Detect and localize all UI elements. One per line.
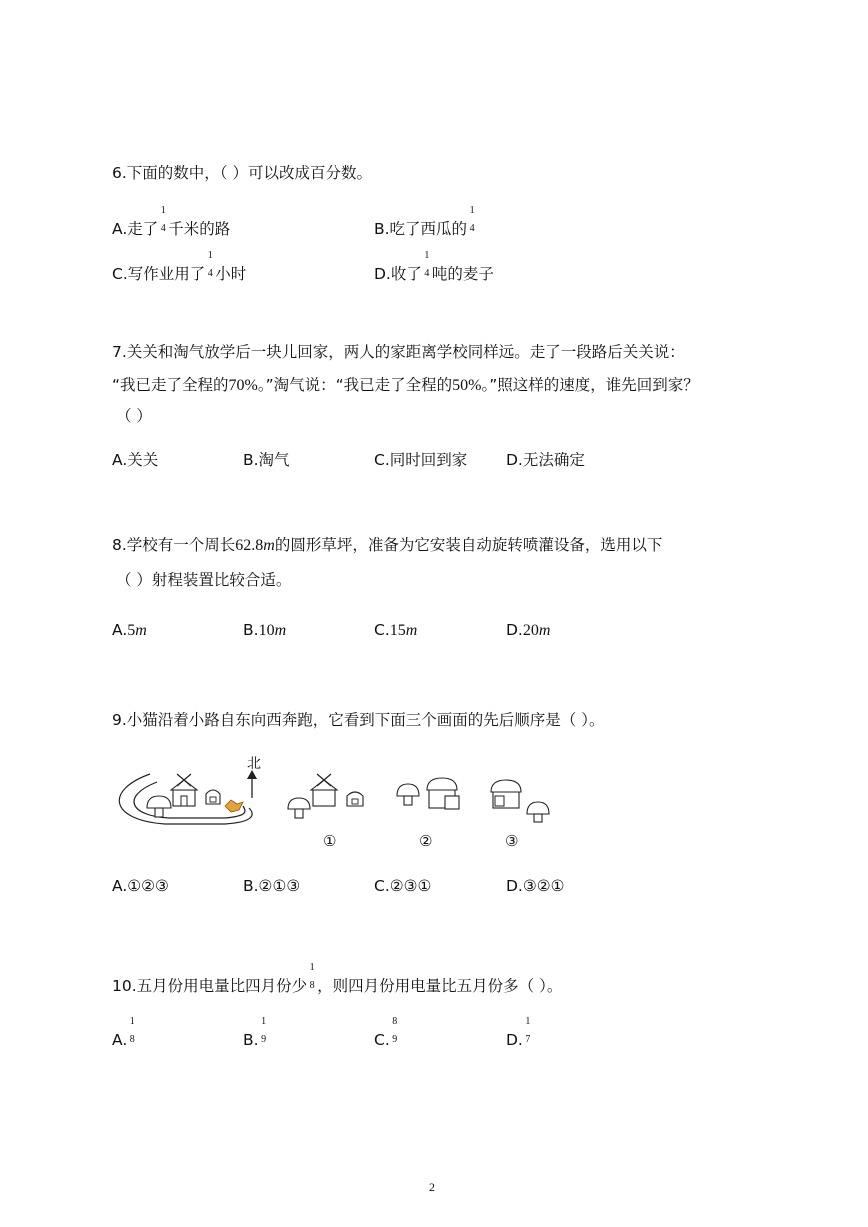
q7-text-a: “我已走了全程的 xyxy=(112,376,229,394)
question-9-stem: 9.小猫沿着小路自东向西奔跑，它看到下面三个画面的先后顺序是（ ）。 xyxy=(112,711,605,729)
q10-fraction xyxy=(308,962,316,996)
q6-d-suffix: 吨的麦子 xyxy=(431,265,494,283)
q10-c-den: 9 xyxy=(392,1034,398,1045)
q8-option-b xyxy=(243,620,286,641)
q10-b-den: 9 xyxy=(261,1034,267,1045)
map-mushroom-icon xyxy=(147,796,171,817)
q8-c-value: 15 xyxy=(389,622,406,639)
q6-a-fraction xyxy=(159,205,167,239)
question-10-stem xyxy=(112,962,563,996)
q8-a-label: A. xyxy=(112,621,128,639)
question-8-line-2: （ ）射程装置比较合适。 xyxy=(116,571,292,589)
q6-c-prefix: C.写作业用了 xyxy=(112,265,206,283)
q7-option-c: C.同时回到家 xyxy=(374,451,468,469)
scene-1-label: ① xyxy=(323,832,337,850)
question-7-line-1: 7.关关和淘气放学后一块儿回家，两人的家距离学校同样远。走了一段路后关关说： xyxy=(112,343,685,361)
q6-b-num: 1 xyxy=(469,205,475,216)
scene-3-label: ③ xyxy=(505,832,519,850)
q7-option-d: D.无法确定 xyxy=(506,451,585,469)
q6-a-num: 1 xyxy=(160,205,166,216)
q8-d-unit: m xyxy=(538,622,551,639)
q10-d-den: 7 xyxy=(525,1034,531,1045)
q6-b-den: 4 xyxy=(469,223,475,234)
q6-d-fraction xyxy=(423,250,431,284)
q7-text-b: 。”淘气说：“我已走了全程的 xyxy=(257,376,453,394)
q9-option-b: B.②①③ xyxy=(243,877,301,895)
q10-option-d xyxy=(506,1016,533,1050)
q6-b-fraction xyxy=(468,205,476,239)
q9-option-d: D.③②① xyxy=(506,877,565,895)
q8-text-a: 8.学校有一个周长 xyxy=(112,536,236,554)
q8-option-c xyxy=(374,620,417,641)
q6-option-b xyxy=(374,205,477,239)
map-small-hut-icon xyxy=(206,790,220,804)
q10-d-num: 1 xyxy=(525,1016,531,1027)
q10-a-num: 1 xyxy=(129,1016,135,1027)
q8-option-d xyxy=(506,620,550,641)
q6-c-num: 1 xyxy=(207,250,213,261)
q10-d-fraction xyxy=(524,1016,532,1050)
q8-a-unit: m xyxy=(135,622,147,639)
q10-a-den: 8 xyxy=(129,1034,135,1045)
q7-percent-2: 50% xyxy=(452,377,482,394)
q6-a-suffix: 千米的路 xyxy=(168,220,231,238)
q10-option-a xyxy=(112,1016,137,1050)
q9-option-c: C.②③① xyxy=(374,877,432,895)
question-8-line-1 xyxy=(112,535,662,556)
q10-c-num: 8 xyxy=(392,1016,398,1027)
q6-option-c xyxy=(112,250,247,284)
q6-option-a xyxy=(112,205,231,239)
q8-c-unit: m xyxy=(405,622,418,639)
scene-2-label: ② xyxy=(419,832,433,850)
q6-c-fraction xyxy=(206,250,214,284)
q10-text-a: 10.五月份用电量比四月份少 xyxy=(112,977,308,995)
q7-option-a: A.关关 xyxy=(112,451,159,469)
q8-text-b: 的圆形草坪，准备为它安装自动旋转喷灌设备，选用以下 xyxy=(274,536,663,554)
question-7-answer-blank: （ ） xyxy=(116,407,152,425)
q10-a-fraction xyxy=(128,1016,136,1050)
q8-d-label: D. xyxy=(506,621,523,639)
north-label: 北 xyxy=(247,756,261,772)
q8-d-value: 20 xyxy=(522,622,539,639)
q7-option-b: B.淘气 xyxy=(243,451,290,469)
q10-b-label: B. xyxy=(243,1031,259,1049)
page-number: 2 xyxy=(429,1180,435,1194)
q10-d-label: D. xyxy=(506,1031,523,1049)
q8-circumference: 62.8 xyxy=(235,537,264,554)
q9-option-a: A.①②③ xyxy=(112,877,169,895)
question-6-stem: 6.下面的数中，（ ）可以改成百分数。 xyxy=(112,164,372,182)
q10-b-num: 1 xyxy=(261,1016,267,1027)
q6-a-prefix: A.走了 xyxy=(112,220,159,238)
q6-a-den: 4 xyxy=(160,223,166,234)
q8-b-label: B. xyxy=(243,621,259,639)
q8-a-value: 5 xyxy=(127,622,136,639)
q10-c-label: C. xyxy=(374,1031,390,1049)
q10-num: 1 xyxy=(309,962,315,973)
q6-d-prefix: D.收了 xyxy=(374,265,422,283)
q10-a-label: A. xyxy=(112,1031,128,1049)
q10-option-b xyxy=(243,1016,269,1050)
q8-unit: m xyxy=(263,537,275,554)
map-windmill-house-icon xyxy=(171,774,197,806)
q7-text-c: 。”照这样的速度，谁先回到家？ xyxy=(481,376,699,394)
q6-d-den: 4 xyxy=(424,268,430,279)
q10-b-fraction xyxy=(260,1016,268,1050)
q6-option-d xyxy=(374,250,494,284)
q10-c-fraction xyxy=(391,1016,399,1050)
q8-option-a xyxy=(112,620,147,641)
q8-b-value: 10 xyxy=(258,622,275,639)
q8-c-label: C. xyxy=(374,621,390,639)
q6-b-prefix: B.吃了西瓜的 xyxy=(374,220,468,238)
q6-c-suffix: 小时 xyxy=(215,265,247,283)
scene-2-picture xyxy=(397,778,459,809)
scene-1-picture xyxy=(288,774,363,818)
q10-text-b: ，则四月份用电量比五月份多（ ）。 xyxy=(317,977,563,995)
scene-3-picture xyxy=(491,780,549,822)
q8-b-unit: m xyxy=(274,622,287,639)
q7-percent-1: 70% xyxy=(228,377,258,394)
q6-c-den: 4 xyxy=(207,268,213,279)
cat-icon xyxy=(225,800,243,812)
q10-option-c xyxy=(374,1016,400,1050)
question-7-line-2 xyxy=(112,375,699,396)
q9-illustration xyxy=(105,752,575,852)
q10-den: 8 xyxy=(309,980,315,991)
q6-d-num: 1 xyxy=(424,250,430,261)
